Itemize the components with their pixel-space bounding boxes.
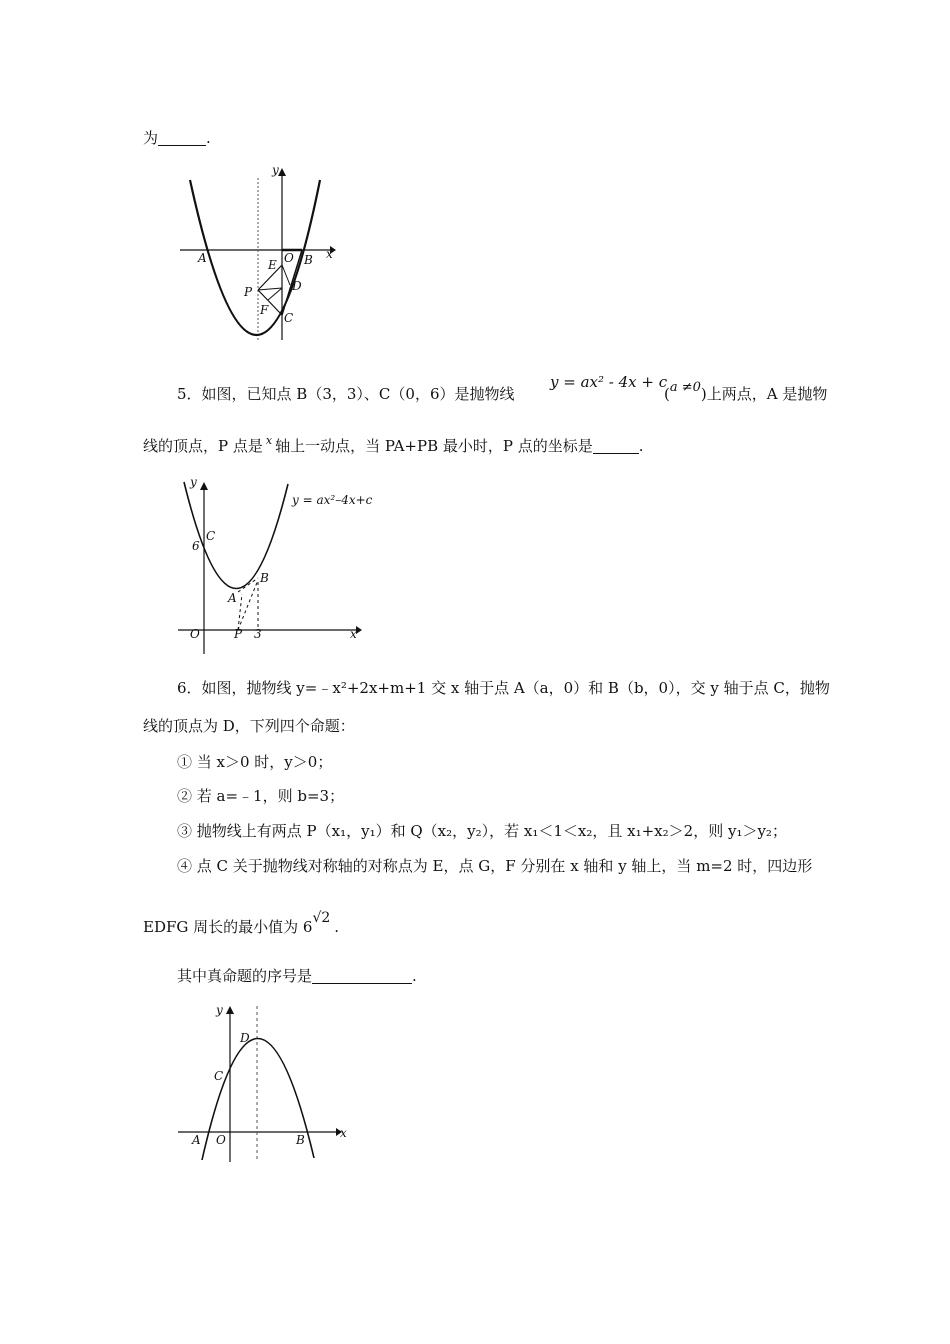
label-A: A xyxy=(198,251,207,265)
label-C: C xyxy=(284,311,294,325)
label-three: 3 xyxy=(254,627,262,641)
label-P: P xyxy=(244,285,253,299)
q6-answer-blank[interactable] xyxy=(312,968,412,984)
label-D: D xyxy=(240,1031,250,1045)
q6-proposition-4-cont: EDFG 周长的最小值为 6√2 . xyxy=(143,910,340,936)
q5-line-2: 线的顶点，P 点是 $^x$ 轴上一动点，当 PA+PB 最小时，P 点的坐标是 . xyxy=(143,434,644,455)
label-F: F xyxy=(260,303,269,317)
label-y: y xyxy=(190,475,197,489)
parabola-curve xyxy=(190,180,320,335)
label-y: y xyxy=(272,163,279,177)
label-O: O xyxy=(216,1133,226,1147)
q6-proposition-2: ② 若 a=﹣1，则 b=3； xyxy=(177,787,345,805)
q6-line-1: 6．如图，抛物线 y=﹣x²+2x+m+1 交 x 轴于点 A（a，0）和 B（b，0），交 y 轴于点 C，抛物 xyxy=(177,679,830,697)
segment-PD xyxy=(258,288,282,290)
label-B: B xyxy=(296,1133,305,1147)
x-axis-arrow xyxy=(356,626,362,634)
figure-q4 xyxy=(172,160,342,345)
segment-ED xyxy=(282,265,290,285)
parabola-curve xyxy=(184,482,288,589)
sqrt-two: √2 xyxy=(312,910,331,926)
q6-line-2: 线的顶点为 D，下列四个命题： xyxy=(143,717,355,735)
label-x: x xyxy=(326,247,333,261)
label-B: B xyxy=(304,253,313,267)
q4-tail: 为 . xyxy=(143,129,211,147)
q6-answer-line: 其中真命题的序号是 . xyxy=(177,967,417,985)
label-x: x xyxy=(340,1126,347,1140)
label-curve: y = ax²–4x+c xyxy=(292,493,372,507)
q5-answer-blank[interactable] xyxy=(593,438,639,454)
q6-proposition-3: ③ 抛物线上有两点 P（x₁，y₁）和 Q（x₂，y₂），若 x₁＜1＜x₂，且 x₁+x₂＞2，则 y₁＞y₂； xyxy=(177,822,787,840)
figure-q6 xyxy=(172,998,357,1168)
label-E: E xyxy=(268,258,277,272)
figure-q5 xyxy=(172,474,372,659)
q5-formula: y = ax² - 4x + c xyxy=(550,373,668,391)
y-axis-arrow xyxy=(226,1006,234,1014)
label-A: A xyxy=(192,1133,201,1147)
dash-P-A xyxy=(238,594,242,630)
segment-FD xyxy=(268,288,282,300)
label-x: x xyxy=(350,627,357,641)
label-six: 6 xyxy=(192,539,200,553)
q5-line-1: 5．如图，已知点 B（3，3）、C（0，6）是抛物线 xyxy=(177,385,515,403)
label-D: D xyxy=(292,279,302,293)
dash-A-B xyxy=(238,578,258,592)
label-B: B xyxy=(260,571,269,585)
label-C: C xyxy=(214,1069,224,1083)
label-C: C xyxy=(206,529,216,543)
y-axis-arrow xyxy=(278,168,286,176)
label-O: O xyxy=(284,251,294,265)
label-y: y xyxy=(216,1003,223,1017)
label-P: P xyxy=(234,627,243,641)
q6-proposition-4: ④ 点 C 关于抛物线对称轴的对称点为 E，点 G，F 分别在 x 轴和 y 轴上，当 m=2 时，四边形 xyxy=(177,857,813,875)
label-A: A xyxy=(228,591,237,605)
y-axis-arrow xyxy=(200,482,208,490)
q4-answer-blank[interactable] xyxy=(158,130,206,146)
q6-proposition-1: ① 当 x＞0 时，y＞0； xyxy=(177,753,333,771)
label-O: O xyxy=(190,627,200,641)
q5-condition: (a ≠0)上两点，A 是抛物 xyxy=(664,380,828,403)
